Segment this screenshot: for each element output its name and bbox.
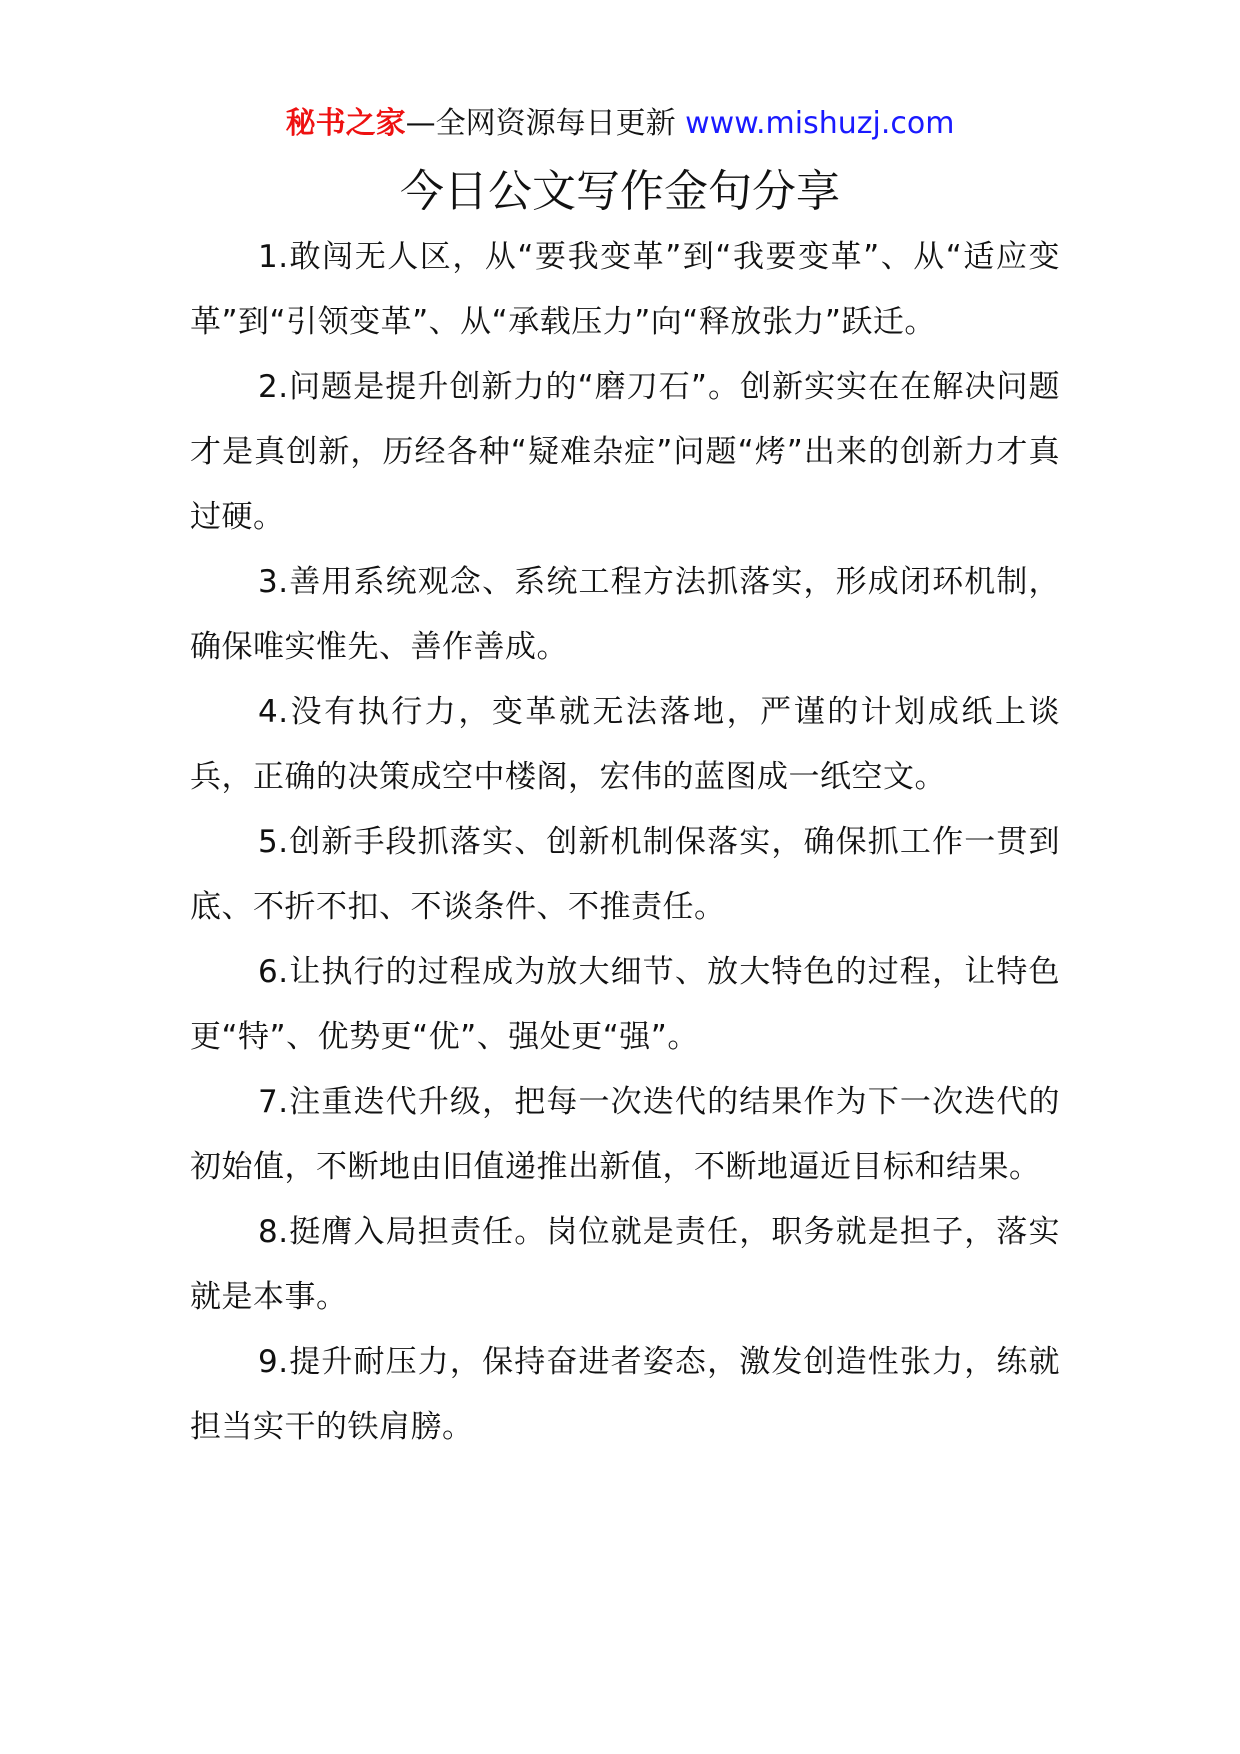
page-header bbox=[0, 102, 1240, 146]
paragraph-2: 2.问题是提升创新力的“磨刀石”。创新实实在在解决问题才是真创新，历经各种“疑难杂症”问题“烤”出来的创新力才真过硬。 bbox=[190, 369, 1060, 535]
website-link[interactable]: www.mishuzj.com bbox=[685, 106, 955, 141]
brand-name: 秘书之家 bbox=[285, 106, 406, 141]
paragraph-9: 9.提升耐压力，保持奋进者姿态，激发创造性张力，练就担当实干的铁肩膀。 bbox=[190, 1344, 1060, 1445]
paragraph-1: 1.敢闯无人区，从“要我变革”到“我要变革”、从“适应变革”到“引领变革”、从“承载压力”向“释放张力”跃迁。 bbox=[190, 239, 1060, 340]
paragraph-4: 4.没有执行力，变革就无法落地，严谨的计划成纸上谈兵，正确的决策成空中楼阁，宏伟的蓝图成一纸空文。 bbox=[190, 694, 1060, 795]
paragraph-5: 5.创新手段抓落实、创新机制保落实，确保抓工作一贯到底、不折不扣、不谈条件、不推责任。 bbox=[190, 824, 1060, 925]
document-title: 今日公文写作金句分享 bbox=[400, 166, 840, 217]
paragraph-3: 3.善用系统观念、系统工程方法抓落实，形成闭环机制，确保唯实惟先、善作善成。 bbox=[190, 564, 1060, 665]
header-slogan: —全网资源每日更新 bbox=[405, 106, 686, 141]
paragraph-8: 8.挺膺入局担责任。岗位就是责任，职务就是担子，落实就是本事。 bbox=[190, 1214, 1060, 1315]
document-body bbox=[190, 225, 1060, 1460]
paragraph-7: 7.注重迭代升级，把每一次迭代的结果作为下一次迭代的初始值，不断地由旧值递推出新值，不断地逼近目标和结果。 bbox=[190, 1084, 1060, 1185]
paragraph-6: 6.让执行的过程成为放大细节、放大特色的过程，让特色更“特”、优势更“优”、强处更“强”。 bbox=[190, 954, 1060, 1055]
